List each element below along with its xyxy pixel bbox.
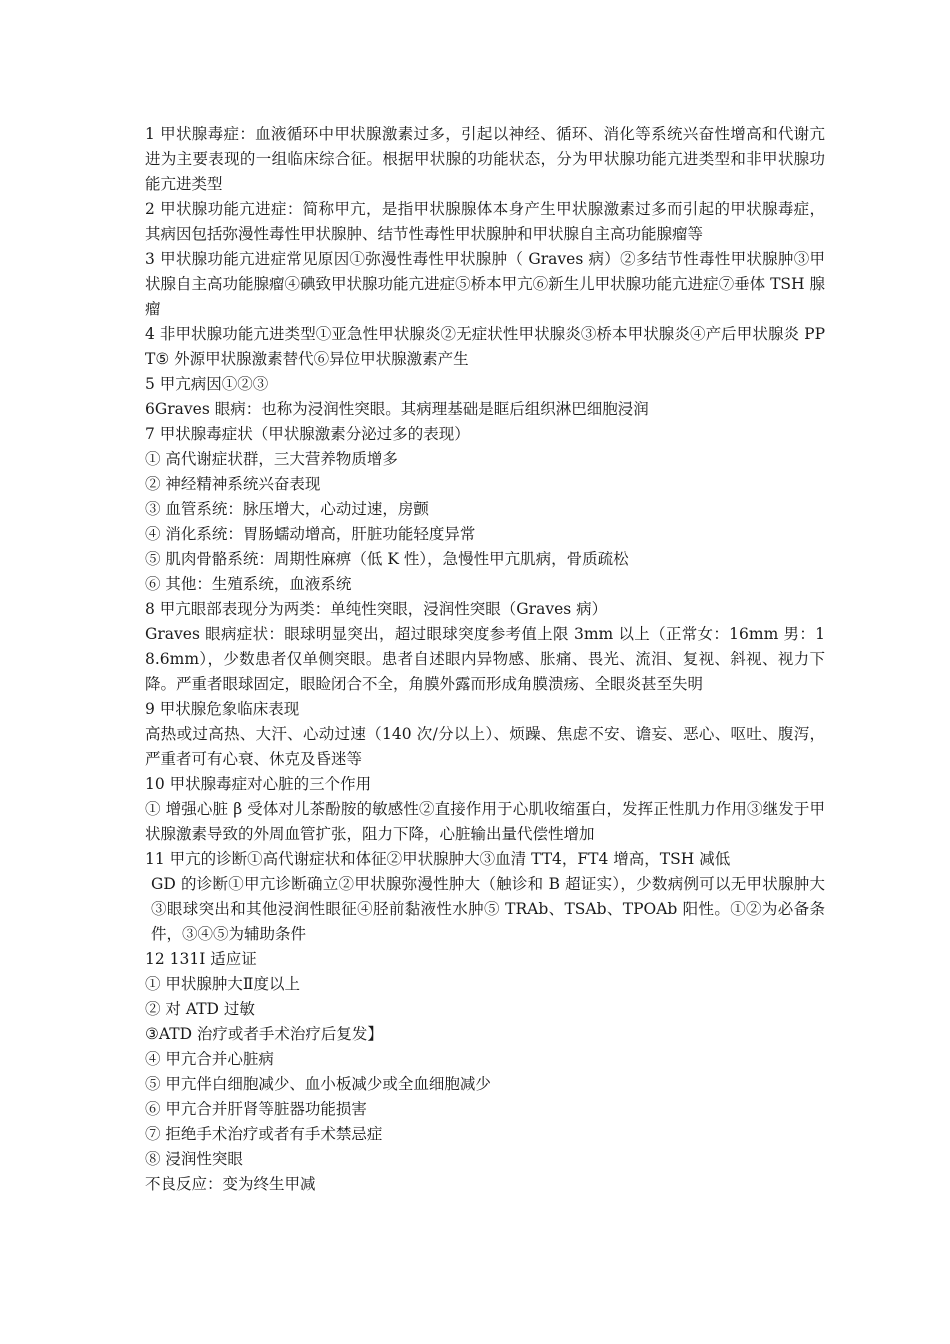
paragraph-1: 1 甲状腺毒症：血液循环中甲状腺激素过多，引起以神经、循环、消化等系统兴奋性增高和代谢亢进为主要表现的一组临床综合征。根据甲状腺的功能状态，分为甲状腺功能亢进类型和非甲状腺功能亢进类型	[145, 125, 825, 193]
list-item: ⑥ 甲亢合并肝肾等脏器功能损害	[145, 1100, 367, 1118]
paragraph-crisis-symptoms: 高热或过高热、大汗、心动过速（140 次/分以上）、烦躁、焦虑不安、谵妄、恶心、呕吐、腹泻，严重者可有心衰、休克及昏迷等	[145, 725, 825, 768]
paragraph-7: 7 甲状腺毒症状（甲状腺激素分泌过多的表现）	[145, 425, 470, 443]
paragraph-5: 5 甲亢病因①②③	[145, 375, 269, 393]
list-item: ④ 消化系统：胃肠蠕动增高，肝脏功能轻度异常	[145, 525, 476, 543]
paragraph-8: 8 甲亢眼部表现分为两类：单纯性突眼，浸润性突眼（Graves 病）	[145, 600, 608, 618]
list-item: ⑦ 拒绝手术治疗或者有手术禁忌症	[145, 1125, 383, 1143]
paragraph-10: 10 甲状腺毒症对心脏的三个作用	[145, 775, 372, 793]
list-item: ② 对 ATD 过敏	[145, 1000, 255, 1018]
paragraph-gd-diagnosis: GD 的诊断①甲亢诊断确立②甲状腺弥漫性肿大（触诊和 B 超证实），少数病例可以无甲状腺肿大③眼球突出和其他浸润性眼征④胫前黏液性水肿⑤ TRAb、TSAb、TPOAb 阳性。①②为必备条件，③④⑤为辅助条件	[151, 875, 825, 943]
list-item: ② 神经精神系统兴奋表现	[145, 475, 321, 493]
paragraph-adverse-reaction: 不良反应：变为终生甲减	[145, 1175, 316, 1193]
paragraph-12: 12 131I 适应证	[145, 950, 257, 968]
list-item: ③ATD 治疗或者手术治疗后复发】	[145, 1025, 383, 1043]
list-item: ⑧ 浸润性突眼	[145, 1150, 243, 1168]
document-body	[145, 122, 825, 1197]
paragraph-6: 6Graves 眼病：也称为浸润性突眼。其病理基础是眶后组织淋巴细胞浸润	[145, 400, 649, 418]
paragraph-3: 3 甲状腺功能亢进症常见原因①弥漫性毒性甲状腺肿（ Graves 病）②多结节性毒性甲状腺肿③甲状腺自主高功能腺瘤④碘致甲状腺功能亢进症⑤桥本甲亢⑥新生儿甲状腺功能亢进症⑦垂体 TSH 腺瘤	[145, 250, 825, 318]
paragraph-graves-symptoms: Graves 眼病症状：眼球明显突出，超过眼球突度参考值上限 3mm 以上（正常女：16mm 男：18.6mm），少数患者仅单侧突眼。患者自述眼内异物感、胀痛、畏光、流泪、复视、斜视、视力下降。严重者眼球固定，眼睑闭合不全，角膜外露而形成角膜溃疡、全眼炎甚至失明	[145, 625, 825, 693]
list-item: ⑤ 肌肉骨骼系统：周期性麻痹（低 K 性），急慢性甲亢肌病，骨质疏松	[145, 550, 629, 568]
list-item: ③ 血管系统：脉压增大，心动过速，房颤	[145, 500, 429, 518]
list-item: ⑥ 其他：生殖系统，血液系统	[145, 575, 352, 593]
list-item: ⑤ 甲亢伴白细胞减少、血小板减少或全血细胞减少	[145, 1075, 491, 1093]
paragraph-11: 11 甲亢的诊断①高代谢症状和体征②甲状腺肿大③血清 TT4，FT4 增高，TSH 减低	[145, 850, 731, 868]
paragraph-9: 9 甲状腺危象临床表现	[145, 700, 300, 718]
paragraph-2: 2 甲状腺功能亢进症：简称甲亢，是指甲状腺腺体本身产生甲状腺激素过多而引起的甲状腺毒症，其病因包括弥漫性毒性甲状腺肿、结节性毒性甲状腺肿和甲状腺自主高功能腺瘤等	[145, 200, 825, 243]
list-item: ① 甲状腺肿大Ⅱ度以上	[145, 975, 300, 993]
list-item: ① 高代谢症状群，三大营养物质增多	[145, 450, 398, 468]
list-item: ④ 甲亢合并心脏病	[145, 1050, 274, 1068]
paragraph-4: 4 非甲状腺功能亢进类型①亚急性甲状腺炎②无症状性甲状腺炎③桥本甲状腺炎④产后甲状腺炎 PPT⑤ 外源甲状腺激素替代⑥异位甲状腺激素产生	[145, 325, 825, 368]
paragraph-heart-effects: ① 增强心脏 β 受体对儿茶酚胺的敏感性②直接作用于心肌收缩蛋白，发挥正性肌力作用③继发于甲状腺激素导致的外周血管扩张，阻力下降，心脏输出量代偿性增加	[145, 800, 825, 843]
